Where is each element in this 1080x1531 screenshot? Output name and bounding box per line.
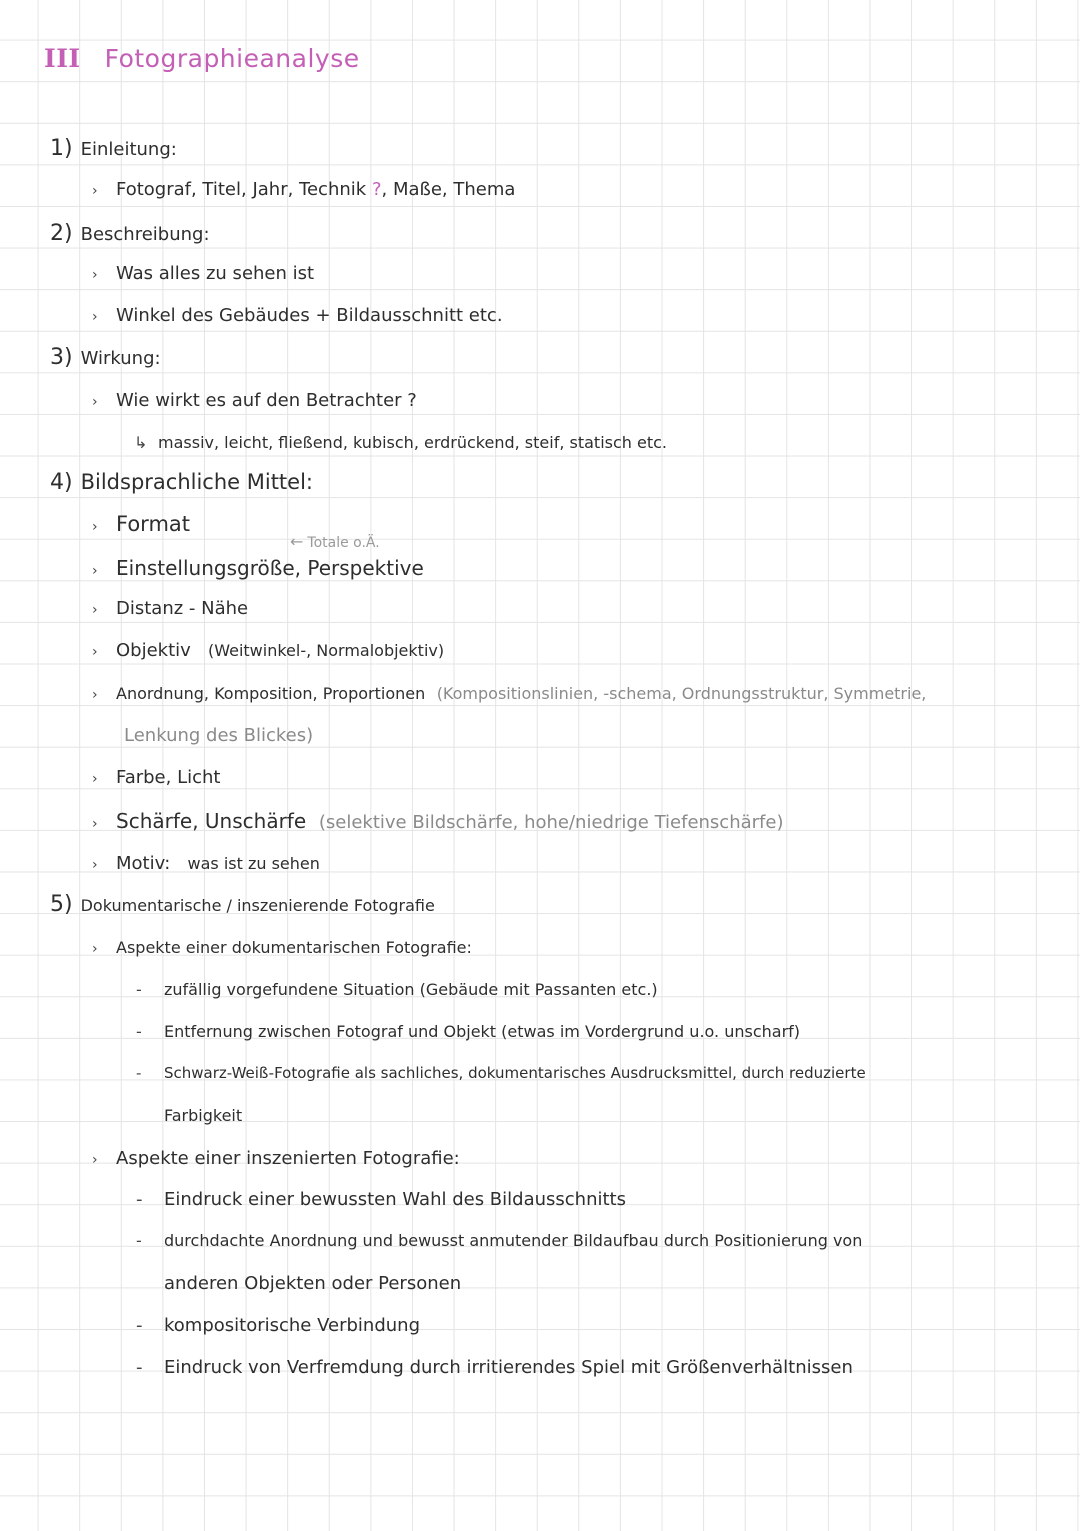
section-number: 3) <box>50 345 73 370</box>
dash-icon: - <box>136 1231 142 1250</box>
bullet-icon: › <box>92 394 98 410</box>
list-item <box>92 767 220 788</box>
item-text: Farbigkeit <box>164 1106 243 1125</box>
item-text: Farbe, Licht <box>116 767 221 788</box>
list-item <box>92 263 314 284</box>
list-item-continuation <box>164 1106 242 1125</box>
list-item-continuation <box>124 725 313 746</box>
item-text: Einstellungsgröße, Perspektive <box>116 556 424 580</box>
item-note: (Kompositionslinien, -schema, Ordnungsstruktur, Symmetrie, <box>436 684 927 703</box>
section-number: 1) <box>50 136 73 161</box>
list-item <box>136 1189 626 1210</box>
subsection-heading: Aspekte einer dokumentarischen Fotografie: <box>116 938 472 957</box>
item-note: Lenkung des Blickes) <box>124 725 314 746</box>
dash-icon: - <box>136 1189 143 1210</box>
item-text: Anordnung, Komposition, Proportionen <box>116 684 426 703</box>
item-text: Was alles zu sehen ist <box>116 263 315 284</box>
list-item <box>92 305 503 326</box>
item-text: Entfernung zwischen Fotograf und Objekt (etwas im Vordergrund u.o. unscharf) <box>164 1022 801 1041</box>
item-text: durchdachte Anordnung und bewusst anmutender Bildaufbau durch Positionierung von <box>164 1231 863 1250</box>
section-heading: Dokumentarische / inszenierende Fotografie <box>80 896 435 915</box>
bullet-icon: › <box>92 941 98 957</box>
item-text: Eindruck von Verfremdung durch irritierendes Spiel mit Größenverhältnissen <box>164 1357 853 1378</box>
dash-icon: - <box>136 980 142 999</box>
question-mark: ? <box>371 179 382 200</box>
list-item <box>92 683 926 704</box>
item-text: Distanz - Nähe <box>116 598 249 619</box>
item-text: Wie wirkt es auf den Betrachter ? <box>116 390 417 411</box>
section-number: 2) <box>50 221 73 246</box>
list-item <box>92 512 190 536</box>
item-note: (selektive Bildschärfe, hohe/niedrige Tiefenschärfe) <box>318 812 784 833</box>
bullet-icon: › <box>92 563 98 579</box>
bullet-icon: › <box>92 602 98 618</box>
page-title <box>44 44 360 73</box>
title-roman-numeral: III <box>44 44 81 73</box>
bullet-icon: › <box>92 816 98 832</box>
item-text: Format <box>116 512 191 536</box>
bullet-icon: › <box>92 267 98 283</box>
item-note: (Weitwinkel-, Normalobjektiv) <box>207 641 445 660</box>
bullet-icon: › <box>92 687 98 703</box>
list-item <box>136 1315 420 1336</box>
section-4-heading <box>50 470 313 495</box>
list-item <box>92 598 248 619</box>
bullet-icon: › <box>92 309 98 325</box>
dash-icon: - <box>136 1022 142 1041</box>
item-text: anderen Objekten oder Personen <box>164 1273 462 1294</box>
bullet-icon: › <box>92 519 98 535</box>
subsection-insz-heading <box>92 1148 460 1169</box>
section-heading: Beschreibung: <box>80 224 210 245</box>
annotation-totale <box>290 532 380 551</box>
list-item <box>134 433 667 452</box>
list-item <box>136 980 658 999</box>
list-item <box>136 1231 862 1250</box>
title-text: Fotographieanalyse <box>104 44 360 73</box>
section-number: 4) <box>50 470 73 495</box>
subsection-doc-heading <box>92 937 472 958</box>
item-text: Objektiv <box>116 640 191 661</box>
subsection-heading: Aspekte einer inszenierten Fotografie: <box>116 1148 460 1169</box>
list-item <box>92 640 444 661</box>
annotation-text: Totale o.Ä. <box>307 535 380 551</box>
item-text: Eindruck einer bewussten Wahl des Bildausschnitts <box>164 1189 626 1210</box>
item-text: Motiv: <box>116 853 171 874</box>
section-3-heading <box>50 345 161 370</box>
item-text: Fotograf, Titel, Jahr, Technik <box>116 179 367 200</box>
bullet-icon: › <box>92 771 98 787</box>
list-item <box>92 809 783 833</box>
list-item <box>136 1357 853 1378</box>
section-5-heading <box>50 892 435 917</box>
list-item <box>92 853 320 874</box>
list-item-continuation <box>164 1273 461 1294</box>
item-text: zufällig vorgefundene Situation (Gebäude mit Passanten etc.) <box>164 980 658 999</box>
section-heading: Bildsprachliche Mittel: <box>80 470 313 494</box>
bullet-icon: › <box>92 644 98 660</box>
section-1-heading <box>50 136 177 161</box>
section-2-heading <box>50 221 210 246</box>
list-item <box>136 1064 866 1082</box>
dash-icon: - <box>136 1315 143 1336</box>
bullet-icon: › <box>92 857 98 873</box>
dash-icon: - <box>136 1357 143 1378</box>
list-item <box>92 179 515 200</box>
bullet-icon: › <box>92 1152 98 1168</box>
list-item <box>92 390 417 411</box>
item-text: , Maße, Thema <box>381 179 516 200</box>
bullet-icon: › <box>92 183 98 199</box>
section-heading: Wirkung: <box>80 348 161 369</box>
item-text: Schärfe, Unschärfe <box>116 809 307 833</box>
list-item <box>92 556 424 580</box>
list-item <box>136 1022 800 1041</box>
item-text: massiv, leicht, fließend, kubisch, erdrückend, steif, statisch etc. <box>158 433 667 452</box>
item-note: was ist zu sehen <box>187 854 320 873</box>
sub-arrow-icon: ↳ <box>134 433 148 452</box>
item-text: Schwarz-Weiß-Fotografie als sachliches, dokumentarisches Ausdrucksmittel, durch reduzierte <box>164 1064 866 1082</box>
section-number: 5) <box>50 892 73 917</box>
left-arrow-icon: ← <box>290 532 304 551</box>
section-heading: Einleitung: <box>80 139 177 160</box>
dash-icon: - <box>136 1064 142 1082</box>
item-text: kompositorische Verbindung <box>164 1315 420 1336</box>
item-text: Winkel des Gebäudes + Bildausschnitt etc. <box>116 305 503 326</box>
